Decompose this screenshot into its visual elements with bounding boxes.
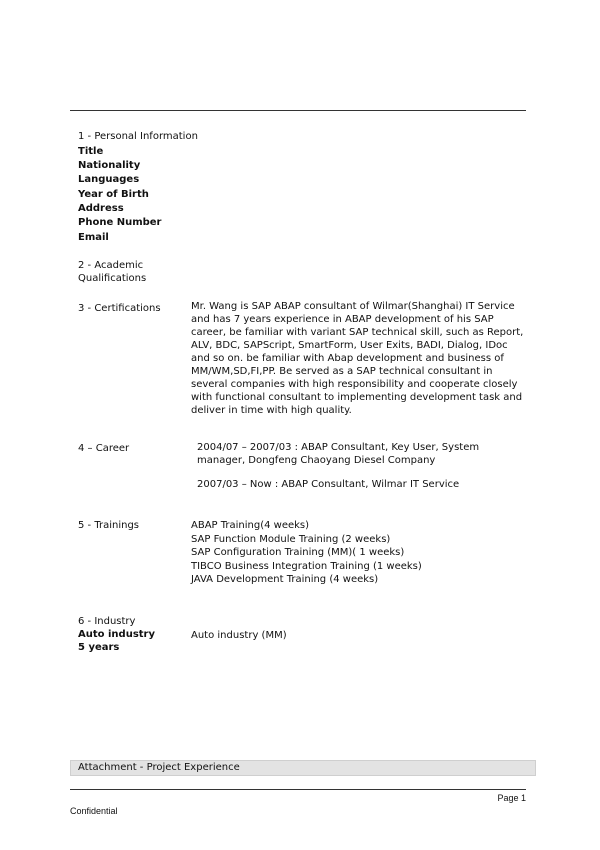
cert-line: and so on. be familiar with Abap development and business of: [191, 353, 504, 364]
certifications-text: [191, 300, 524, 417]
cert-line: ALV, BDC, SAPScript, SmartForm, User Exits, BADI, Dialog, IDoc: [191, 340, 508, 351]
personal-info-heading: 1 - Personal Information: [78, 131, 198, 142]
attachment-section-bar: Attachment - Project Experience: [70, 760, 536, 776]
industry-label: Auto industry: [78, 629, 155, 640]
career-entry-2: 2007/03 – Now : ABAP Consultant, Wilmar IT Service: [197, 479, 460, 490]
training-item: SAP Function Module Training (2 weeks): [191, 533, 391, 545]
career-entry-1-line1: 2004/07 – 2007/03 : ABAP Consultant, Key User, System: [197, 442, 480, 453]
field-nationality-label: Nationality: [78, 160, 141, 171]
industry-years: 5 years: [78, 642, 120, 653]
field-title-label: Title: [78, 146, 104, 157]
industry-value: Auto industry (MM): [191, 630, 287, 641]
cert-line: Mr. Wang is SAP ABAP consultant of Wilmar(Shanghai) IT Service: [191, 301, 515, 312]
confidential-label: Confidential: [70, 806, 118, 816]
career-entry-1: [197, 441, 479, 467]
cert-line: several companies with high responsibility and cooperate closely: [191, 379, 518, 390]
field-phone-label: Phone Number: [78, 217, 162, 228]
page-number: Page 1: [497, 793, 526, 803]
cert-line: career, be familiar with variant SAP technical skill, such as Report,: [191, 327, 524, 338]
trainings-heading: 5 - Trainings: [78, 520, 139, 531]
field-address-label: Address: [78, 203, 124, 214]
cert-line: and has 7 years experience in ABAP development of his SAP: [191, 314, 494, 325]
academic-heading-line2: Qualifications: [78, 273, 147, 284]
header-divider: [70, 110, 526, 111]
training-item: SAP Configuration Training (MM)( 1 weeks): [191, 547, 405, 558]
academic-heading-line1: 2 - Academic: [78, 260, 144, 271]
training-item: JAVA Development Training (4 weeks): [191, 574, 379, 585]
career-heading: 4 – Career: [78, 443, 130, 454]
field-year-of-birth-label: Year of Birth: [78, 189, 149, 200]
career-entry-1-line2: manager, Dongfeng Chaoyang Diesel Company: [197, 455, 436, 466]
footer-divider: [70, 789, 526, 790]
industry-heading: 6 - Industry: [78, 616, 136, 627]
field-email-label: Email: [78, 232, 109, 243]
certifications-heading: 3 - Certifications: [78, 303, 161, 314]
training-item: ABAP Training(4 weeks): [191, 520, 310, 531]
cert-line: with functional consultant to implementing development task and: [191, 392, 523, 403]
trainings-list: [191, 519, 422, 587]
field-languages-label: Languages: [78, 174, 140, 185]
cert-line: deliver in time with high quality.: [191, 405, 352, 416]
cert-line: MM/WM,SD,FI,PP. Be served as a SAP technical consultant in: [191, 366, 493, 377]
training-item: TIBCO Business Integration Training (1 weeks): [191, 560, 422, 572]
